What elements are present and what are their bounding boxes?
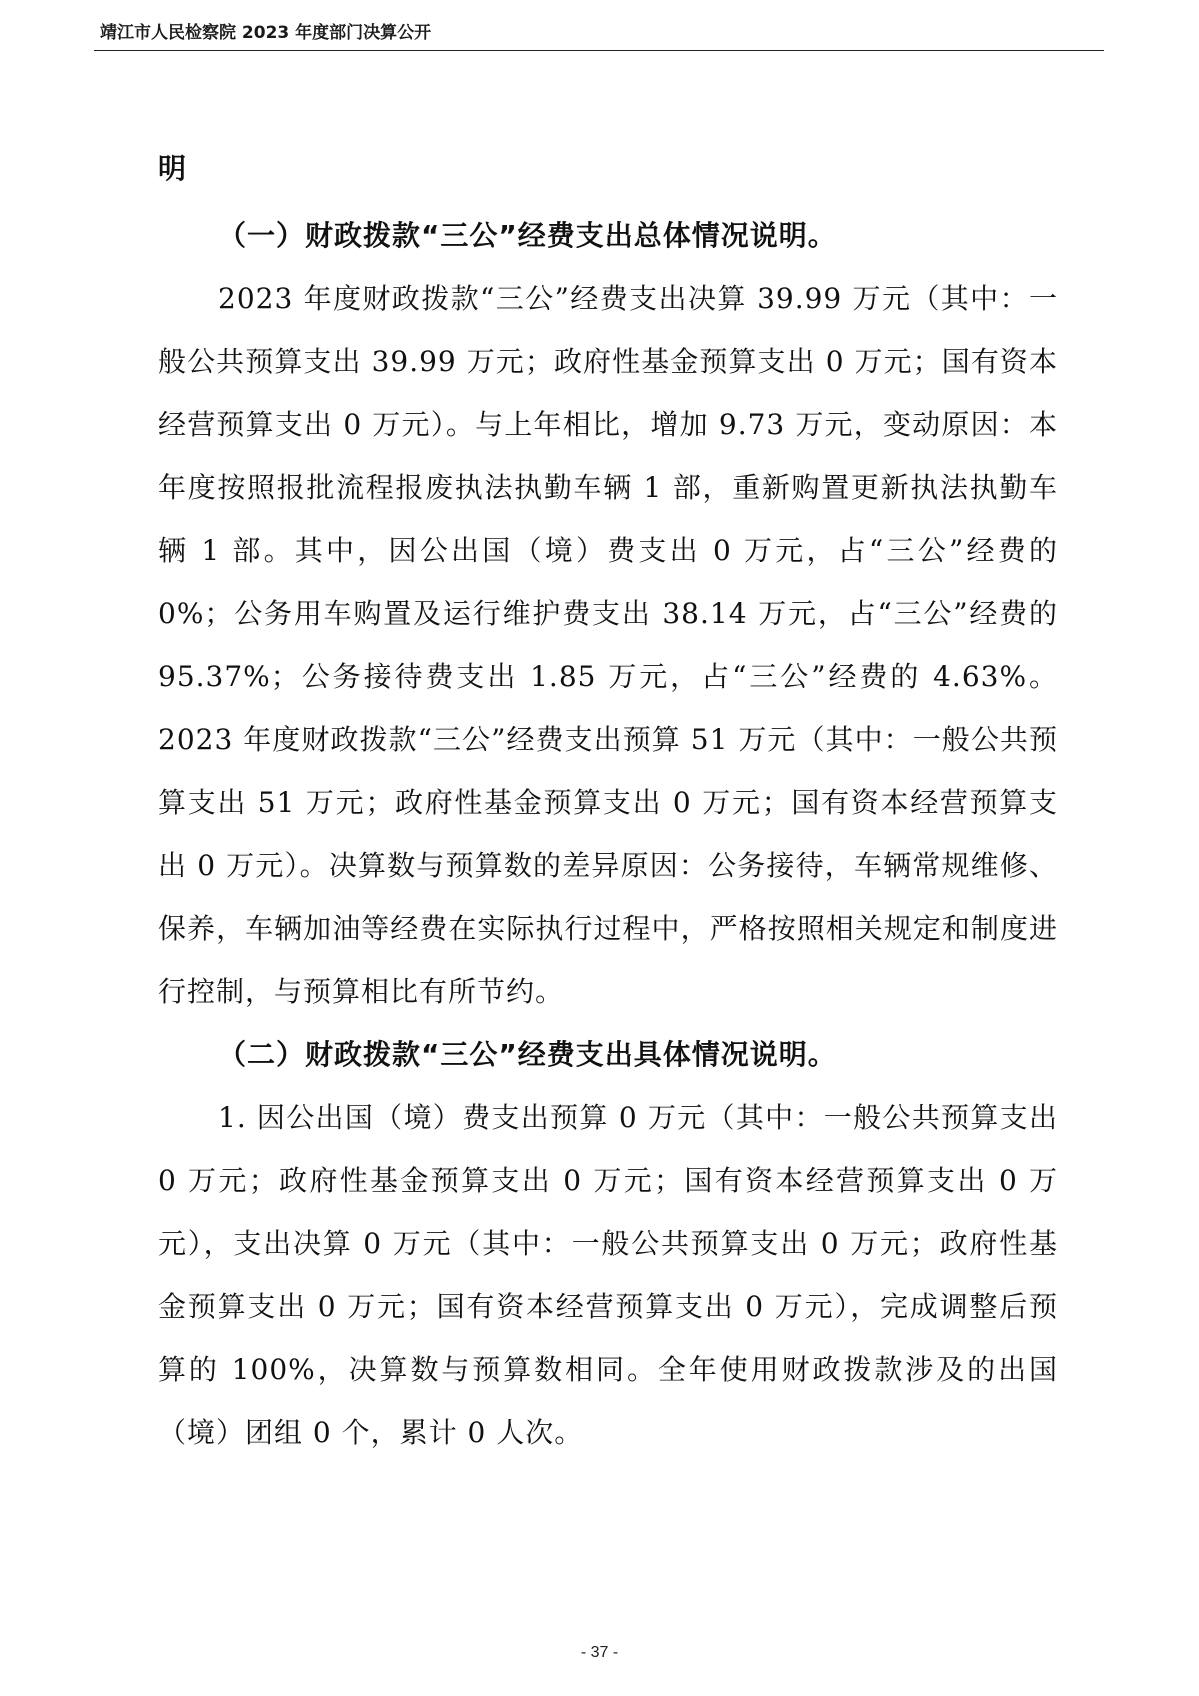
section2-item1-paragraph: 1. 因公出国（境）费支出预算 0 万元（其中：一般公共预算支出 0 万元；政府性基金预算支出 0 万元；国有资本经营预算支出 0 万元），支出决算 0 万元（其中：一般公共预算支出 0 万元；政府性基金预算支出 0 万元；国有资本经营预算支出 0 万元），完成调整后预算的 100%，决算数与预算数相同。全年使用财政拨款涉及的出国（境）团组 0 个，累计 0 人次。 [158,1101,1058,1449]
document-body [158,140,1058,1464]
header-divider [94,50,1104,51]
page-header-title: 靖江市人民检察院 2023 年度部门决算公开 [100,23,432,43]
section1-heading: （一）财政拨款“三公”经费支出总体情况说明。 [218,219,837,252]
carry-over-text: 明 [158,152,188,185]
section2-heading: （二）财政拨款“三公”经费支出具体情况说明。 [218,1038,837,1071]
section1-paragraph: 2023 年度财政拨款“三公”经费支出决算 39.99 万元（其中：一般公共预算支出 39.99 万元；政府性基金预算支出 0 万元；国有资本经营预算支出 0 万元）。与上年相比，增加 9.73 万元，变动原因：本年度按照报批流程报废执法执勤车辆 1 部，重新购置更新执法执勤车辆 1 部。其中，因公出国（境）费支出 0 万元，占“三公”经费的 0%；公务用车购置及运行维护费支出 38.14 万元，占“三公”经费的 95.37%；公务接待费支出 1.85 万元，占“三公”经费的 4.63%。2023 年度财政拨款“三公”经费支出预算 51 万元（其中：一般公共预算支出 51 万元；政府性基金预算支出 0 万元；国有资本经营预算支出 0 万元）。决算数与预算数的差异原因：公务接待，车辆常规维修、保养，车辆加油等经费在实际执行过程中，严格按照相关规定和制度进行控制，与预算相比有所节约。 [158,282,1058,1008]
page-number: - 37 - [580,1644,619,1661]
